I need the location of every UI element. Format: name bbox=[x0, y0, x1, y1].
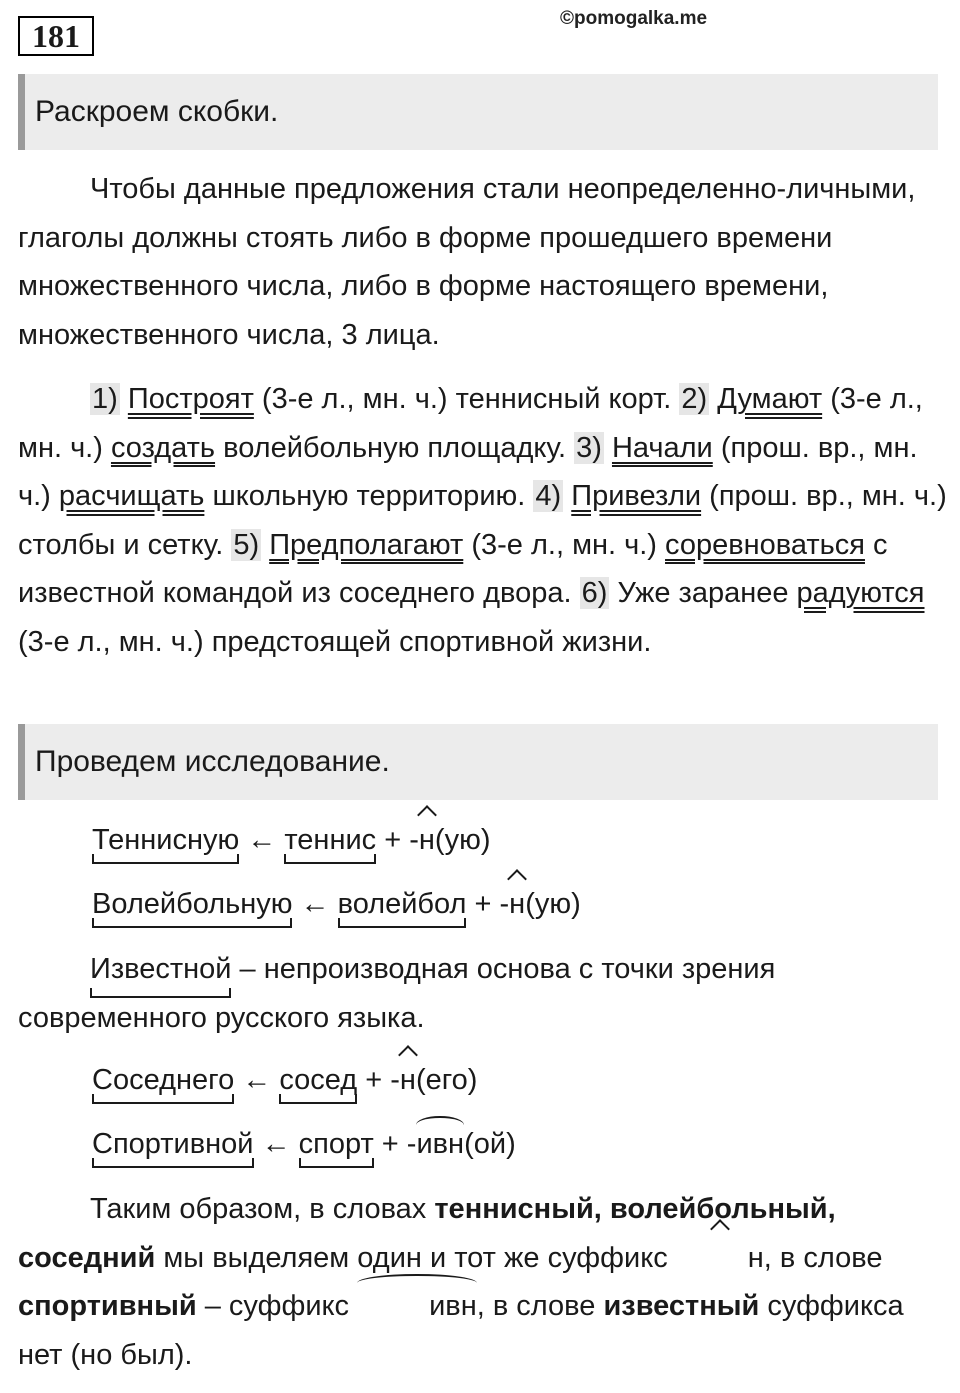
arrow-icon: ← bbox=[300, 888, 330, 920]
base-stem: сосед bbox=[279, 1060, 357, 1100]
answer-note: (прош. вр., мн. ч.) bbox=[18, 431, 918, 512]
answer-number: 3) bbox=[576, 431, 602, 464]
answer-number: 1) bbox=[92, 383, 118, 415]
answer-rest: столбы и сетку. bbox=[18, 528, 224, 561]
section-title-brackets: Раскроем скобки. bbox=[18, 74, 938, 150]
ending: (ую) bbox=[525, 888, 581, 920]
morph-row bbox=[92, 884, 581, 924]
izvestnoy-text: – непроизводная основа с точки зрения современного русского языка. bbox=[18, 953, 776, 1034]
answer-number: 6) bbox=[581, 577, 608, 609]
answer-note: (3-е л., мн. ч.) bbox=[471, 528, 657, 561]
conclusion-text: Таким образом, в словах bbox=[90, 1193, 427, 1225]
suffix: н bbox=[400, 1060, 416, 1100]
suffix: н bbox=[419, 820, 435, 860]
word-stem: Волейбольную bbox=[92, 884, 292, 924]
plus-sign: + - bbox=[384, 824, 419, 856]
answer-rest: теннисный корт. bbox=[455, 383, 672, 415]
answer-note: (3-е л., мн. ч.) bbox=[18, 383, 923, 464]
answer-rest: с известной командой из соседнего двора. bbox=[18, 528, 888, 609]
answer-infinitive: соревноваться bbox=[665, 528, 865, 561]
conclusion-text: суффикса нет (но был). bbox=[18, 1290, 904, 1371]
suffix: ивн bbox=[357, 1282, 477, 1331]
answer-rest: предстоящей спортивной жизни. bbox=[211, 625, 652, 658]
answer-rest: школьную территорию. bbox=[212, 480, 526, 512]
answer-rest: волейбольную площадку. bbox=[223, 431, 567, 464]
base-stem: теннис bbox=[284, 820, 376, 860]
answer-verb: Построят bbox=[127, 383, 254, 415]
plus-sign: + - bbox=[365, 1064, 400, 1096]
answer-note: (прош. вр., мн. ч.) bbox=[709, 480, 947, 512]
word-stem: Известной bbox=[90, 945, 231, 994]
conclusion-text: – суффикс bbox=[204, 1290, 350, 1322]
conclusion-bold: известный bbox=[603, 1290, 760, 1322]
answer-note: (3-е л., мн. ч.) bbox=[18, 625, 204, 658]
answer-pre: Уже заранее bbox=[617, 577, 789, 609]
answers-paragraph bbox=[18, 375, 948, 666]
morph-row bbox=[92, 820, 490, 860]
plus-sign: + - bbox=[474, 888, 510, 920]
answer-number: 5) bbox=[233, 528, 260, 561]
conclusion-bold: теннисный, волейбольный, соседний bbox=[18, 1193, 836, 1274]
suffix: ивн bbox=[416, 1124, 464, 1164]
word-stem: Теннисную bbox=[92, 820, 239, 860]
ending: (его) bbox=[415, 1064, 478, 1096]
watermark: ©pomogalka.me bbox=[560, 8, 708, 29]
ending: (ой) bbox=[464, 1128, 516, 1160]
plus-sign: + - bbox=[381, 1128, 417, 1160]
answer-note: (3-е л., мн. ч.) bbox=[261, 383, 448, 415]
morph-row bbox=[92, 1060, 477, 1100]
conclusion-text: , в слове bbox=[476, 1290, 596, 1322]
section-title-research: Проведем исследование. bbox=[18, 724, 938, 800]
suffix: н bbox=[509, 884, 525, 924]
arrow-icon: ← bbox=[247, 824, 277, 856]
answer-verb: радуются bbox=[796, 577, 925, 609]
answer-verb: Привезли bbox=[571, 480, 702, 512]
base-stem: спорт bbox=[299, 1124, 374, 1164]
word-stem: Спортивной bbox=[92, 1124, 254, 1164]
answer-verb: Предполагают bbox=[269, 528, 464, 561]
answer-verb: Думают bbox=[717, 383, 823, 415]
answer-number: 4) bbox=[535, 480, 562, 512]
answer-infinitive: расчищать bbox=[58, 480, 205, 512]
conclusion-paragraph bbox=[18, 1185, 948, 1379]
answer-number: 2) bbox=[681, 383, 708, 415]
base-stem: волейбол bbox=[338, 884, 467, 924]
morph-row bbox=[92, 1124, 516, 1164]
izvestnoy-paragraph bbox=[18, 945, 948, 1042]
conclusion-text: мы выделяем один и тот же суффикс bbox=[163, 1241, 668, 1274]
ending: (ую) bbox=[434, 824, 491, 856]
answer-infinitive: создать bbox=[110, 431, 216, 464]
task-number: 181 bbox=[18, 16, 94, 56]
answer-verb: Начали bbox=[611, 431, 713, 464]
word-stem: Соседнего bbox=[92, 1060, 234, 1100]
conclusion-text: , в слове bbox=[763, 1241, 883, 1274]
intro-paragraph: Чтобы данные предложения стали неопределенно-личными, глаголы должны стоять либо в форме прошедшего времени множественного числа, либо в форме настоящего времени, множественного числа, 3 лица. bbox=[18, 173, 916, 351]
conclusion-bold: спортивный bbox=[18, 1290, 197, 1322]
suffix: н bbox=[676, 1234, 764, 1283]
arrow-icon: ← bbox=[242, 1064, 272, 1096]
arrow-icon: ← bbox=[261, 1128, 291, 1160]
